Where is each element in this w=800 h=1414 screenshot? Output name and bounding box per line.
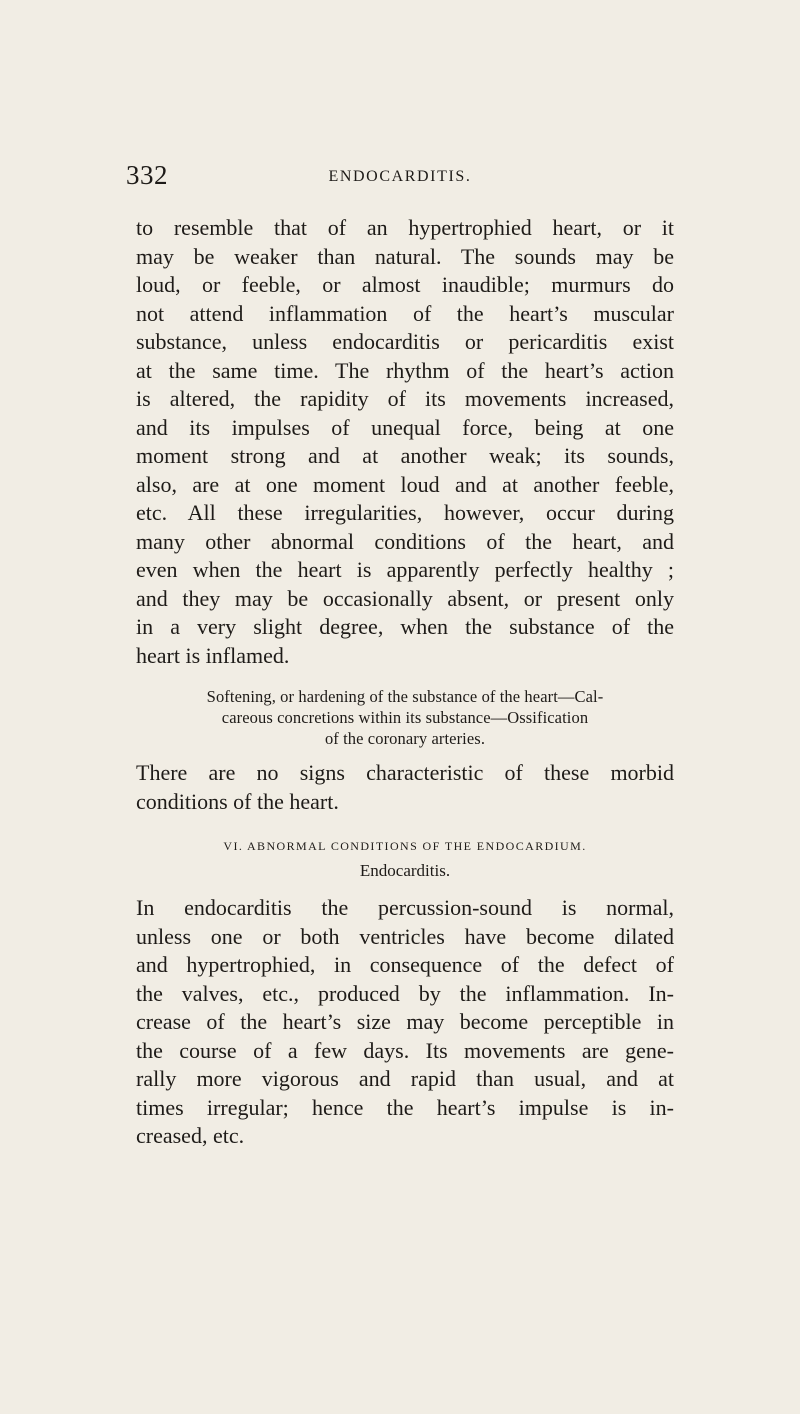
paragraph-1 — [136, 214, 674, 670]
text-line: in a very slight degree, when the substance of the — [136, 614, 674, 639]
section-subheading: Endocarditis. — [359, 861, 451, 880]
page-number: 332 — [126, 160, 168, 190]
text-line: and hypertrophied, in consequence of the defect of — [136, 952, 674, 977]
subheading-line: Softening, or hardening of the substance of the heart—Cal- — [206, 687, 604, 706]
text-line: substance, unless endocarditis or pericarditis exist — [136, 329, 674, 354]
page-body — [136, 214, 674, 1151]
text-line: even when the heart is apparently perfectly healthy ; — [136, 557, 674, 582]
text-line: the course of a few days. Its movements are gene- — [136, 1037, 674, 1063]
text-line: times irregular; hence the heart’s impulse is in- — [136, 1094, 674, 1120]
text-line: and its impulses of unequal force, being at one — [136, 414, 674, 440]
text-line: crease of the heart’s size may become perceptible in — [136, 1009, 674, 1034]
topic-subheading — [136, 686, 674, 749]
text-line: unless one or both ventricles have become dilated — [136, 923, 674, 949]
text-line: not attend inflammation of the heart’s muscular — [136, 300, 674, 326]
paragraph-3 — [136, 894, 674, 1151]
text-line: rally more vigorous and rapid than usual, and at — [136, 1066, 674, 1091]
text-line: heart is inflamed. — [136, 642, 290, 668]
text-line: at the same time. The rhythm of the heart’s action — [136, 357, 674, 383]
text-line: and they may be occasionally absent, or present only — [136, 585, 674, 611]
subheading-line: of the coronary arteries. — [324, 729, 486, 748]
running-title: ENDOCARDITIS. — [328, 168, 472, 185]
text-line: also, are at one moment loud and at another feeble, — [136, 471, 674, 497]
text-line: creased, etc. — [136, 1123, 245, 1148]
section-heading: VI. ABNORMAL CONDITIONS OF THE ENDOCARDIUM. — [223, 839, 587, 853]
paragraph-2 — [136, 759, 674, 816]
text-line: to resemble that of an hypertrophied heart, or it — [136, 215, 674, 240]
text-line: many other abnormal conditions of the heart, and — [136, 528, 674, 554]
text-line: In endocarditis the percussion-sound is normal, — [136, 895, 674, 920]
text-line: conditions of the heart. — [136, 788, 339, 814]
text-line: etc. All these irregularities, however, occur during — [136, 500, 674, 525]
page-header — [0, 158, 800, 192]
text-line: loud, or feeble, or almost inaudible; murmurs do — [136, 272, 674, 297]
text-line: may be weaker than natural. The sounds may be — [136, 243, 674, 269]
text-line: There are no signs characteristic of these morbid — [136, 760, 674, 785]
text-line: is altered, the rapidity of its movements increased, — [136, 386, 674, 411]
text-line: moment strong and at another weak; its sounds, — [136, 443, 674, 468]
text-line: the valves, etc., produced by the inflammation. In- — [136, 980, 674, 1006]
subheading-line: careous concretions within its substance—Ossification — [221, 708, 589, 727]
